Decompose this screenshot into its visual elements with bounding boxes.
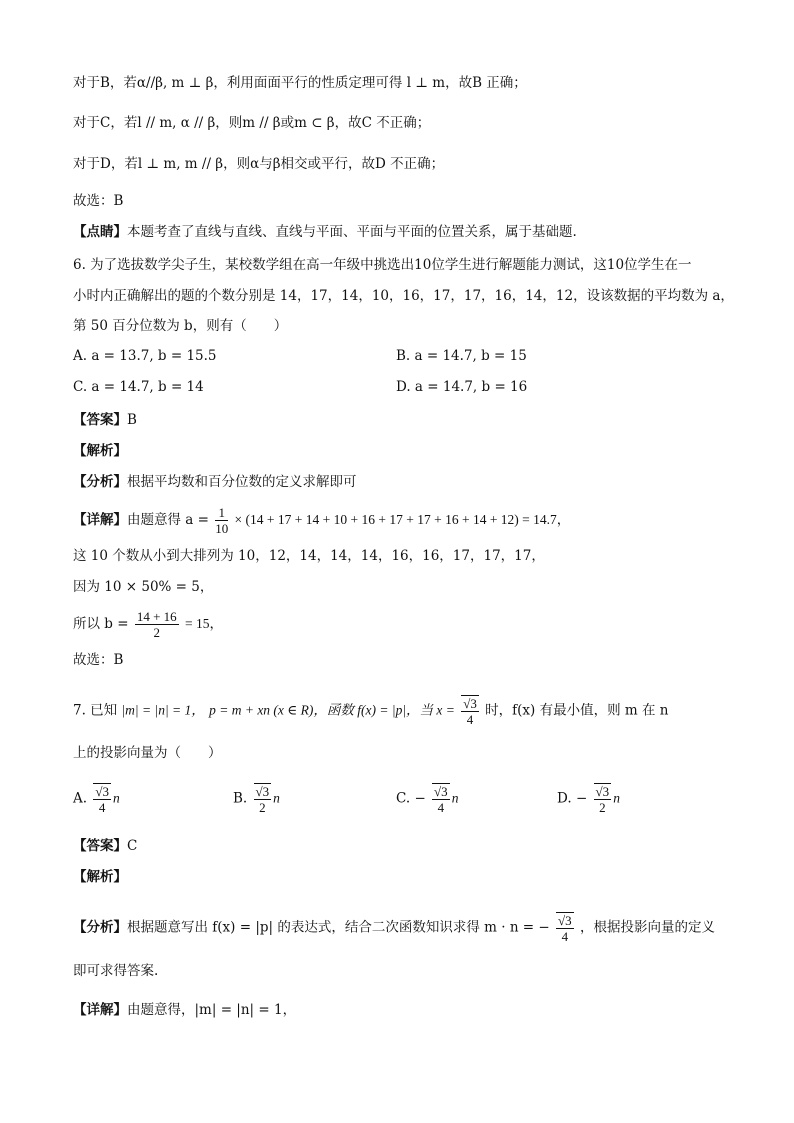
q6-option-b: B. a = 14.7, b = 15 [396, 348, 527, 364]
analysis-tag: 【分析】 [73, 474, 127, 490]
q6-so-line: 所以 b = $\frac{14 + 16}{2}$ = 15， [73, 609, 223, 640]
q6-stem-line-2: 小时内正确解出的题的个数分别是 14，17，14，10，16，17，17，16，14，12，设该数据的平均数为 a， [73, 288, 734, 304]
q6-detail-line: 【详解】由题意得 a = $\frac{1}{10}$ × (14 + 17 + 14 + 10 + 16 + 17 + 17 + 16 + 14 + 12) = 14.7， [73, 505, 571, 536]
q7-answer-line [73, 836, 137, 856]
q6-option-d: D. a = 14.7, b = 16 [396, 379, 528, 395]
analysis-tag: 【分析】 [73, 919, 127, 936]
fraction: $\frac{√3}{4}$ [463, 696, 477, 727]
q6-analysis-heading: 【解析】 [73, 443, 127, 459]
fraction: $\frac{1}{10}$ [215, 505, 229, 536]
q7-option-c: C. − $\frac{√3}{4}$ n [396, 784, 459, 815]
q7-option-a: A. $\frac{√3}{4}$ n [73, 784, 120, 815]
q6-because-line: 因为 10 × 50% = 5， [73, 579, 214, 595]
q7-option-b: B. $\frac{√3}{2}$ n [233, 784, 280, 815]
q7-option-d: D. − $\frac{√3}{2}$ n [557, 784, 620, 815]
q7-stem-line-2: 上的投影向量为（ ） [73, 745, 222, 761]
q6-stem-line-3: 第 50 百分位数为 b，则有（ ） [73, 318, 288, 334]
q6-option-c: C. a = 14.7, b = 14 [73, 379, 204, 395]
text-line: 对于D，若l ⊥ m, m // β，则α与β相交或平行，故D 不正确； [73, 156, 445, 172]
note-text: 本题考查了直线与直线、直线与平面、平面与平面的位置关系，属于基础题. [127, 224, 577, 240]
answer-value: B [127, 412, 137, 428]
detail-tag: 【详解】 [73, 1002, 127, 1018]
answer-value: C [127, 838, 138, 854]
answer-tag: 【答案】 [73, 838, 127, 854]
note-line [73, 222, 577, 242]
q7-analysis-line-2: 即可求得答案. [73, 963, 159, 979]
q6-answer-line [73, 410, 137, 430]
text-line: 故选：B [73, 193, 124, 209]
answer-tag: 【答案】 [73, 412, 127, 428]
q6-analysis-line: 【分析】根据平均数和百分位数的定义求解即可 [73, 474, 357, 490]
text-line: 对于B，若α//β, m ⊥ β，利用面面平行的性质定理可得 l ⊥ m，故B 正确； [73, 75, 527, 91]
fraction: $\frac{14 + 16}{2}$ [136, 609, 177, 640]
fraction: $\frac{√3}{4}$ [558, 913, 572, 944]
q6-option-a: A. a = 13.7, b = 15.5 [73, 348, 217, 364]
q6-pick-line: 故选：B [73, 652, 124, 668]
q7-analysis-heading: 【解析】 [73, 869, 127, 885]
q7-analysis-line: 【分析】根据题意写出 f(x) = |p| 的表达式，结合二次函数知识求得 m · n = − $\frac{√3}{4}$ ，根据投影向量的定义 [73, 913, 715, 944]
text-line: 对于C，若l // m, α // β，则m // β或m ⊂ β，故C 不正确； [73, 115, 431, 131]
q6-sort-line: 这 10 个数从小到大排列为 10，12，14，14，14，16，16，17，17，17， [73, 548, 545, 564]
q7-detail-line: 【详解】由题意得，|m| = |n| = 1， [73, 1002, 297, 1018]
note-tag: 【点睛】 [73, 224, 127, 240]
detail-tag: 【详解】 [73, 512, 127, 528]
q6-stem-line-1: 6. 为了选拔数学尖子生，某校数学组在高一年级中挑选出10位学生进行解题能力测试，这10位学生在一 [73, 257, 692, 273]
q7-stem-line-1: 7. 已知 |m| = |n| = 1， p = m + xn (x ∈ R)，函数 f(x) = |p|，当 x = $\frac{√3}{4}$ 时，f(x) 有最小值，则 m 在 n [73, 696, 669, 727]
